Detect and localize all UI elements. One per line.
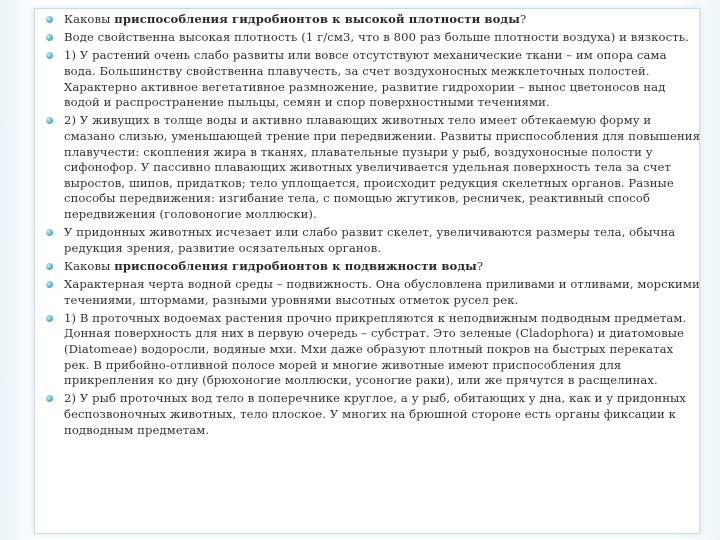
bullet-icon bbox=[46, 281, 53, 288]
bullet-icon bbox=[46, 16, 53, 23]
bullet-item-7 bbox=[44, 277, 700, 308]
bullet-text: Воде свойственна высокая плотность (1 г/см3, что в 800 раз больше плотности воздуха) и вязкость. bbox=[64, 30, 689, 45]
bullet-text: 1) В проточных водоемах растения прочно прикрепляются к неподвижным подводным предметам. Донная поверхность для них в первую очередь – субстрат. Это зеленые (Cladophora) и диатомовые (Diatomeae) водоросли, водяные мхи. Мхи даже образуют плотный покров на быстрых перекатах рек. В прибойно-отливной полосе морей и многие животные имеют приспособления для прикрепления ко дну (брюхоногие моллюски, усоногие раки), или же прячутся в расщелинах. bbox=[64, 310, 687, 388]
bullet-icon bbox=[46, 395, 53, 402]
bullet-text: Каковы bbox=[64, 258, 115, 273]
bullet-text: У придонных животных исчезает или слабо развит скелет, увеличиваются размеры тела, обычна редукция зрения, развитие осязательных органов. bbox=[64, 225, 676, 255]
bullet-icon bbox=[46, 34, 53, 41]
bullet-text: Каковы bbox=[64, 12, 115, 26]
bullet-text-end: ? bbox=[476, 258, 484, 273]
bullet-list bbox=[44, 12, 700, 441]
bullet-icon bbox=[46, 229, 53, 236]
bullet-bold-text: приспособления гидробионтов к подвижности воды bbox=[114, 258, 477, 273]
bullet-item-2 bbox=[44, 30, 700, 46]
bullet-item-1 bbox=[44, 12, 700, 28]
bullet-icon bbox=[46, 117, 53, 124]
bullet-icon bbox=[46, 52, 53, 59]
bullet-text: Характерная черта водной среды – подвижность. Она обусловлена приливами и отливами, морскими течениями, штормами, разными уровнями высотных отметок русел рек. bbox=[64, 277, 700, 307]
bullet-text: 1) У растений очень слабо развиты или вовсе отсутствуют механические ткани – им опора сама вода. Большинству свойственна плавучесть, за счет воздухоносных межклеточных полостей. Характерно активное вегетативное размножение, развитие гидрохории – вынос цветоносов над водой и распространение пыльцы, семян и спор поверхностными течениями. bbox=[64, 48, 667, 110]
bullet-text: 2) У рыб проточных вод тело в поперечнике круглое, а у рыб, обитающих у дна, как и у придонных беспозвоночных животных, тело плоское. У многих на брюшной стороне есть органы фиксации к подводным предметам. bbox=[64, 391, 687, 437]
bullet-icon bbox=[46, 263, 53, 270]
bullet-text-end: ? bbox=[519, 12, 527, 26]
bullet-icon bbox=[46, 315, 53, 322]
bullet-text: 2) У живущих в толще воды и активно плавающих животных тело имеет обтекаемую форму и смазано слизью, уменьшающей трение при передвижении. Развиты приспособления для повышения плавучести: скопления жира в тканях, плавательные пузыри у рыб, воздухоносные полости у сифонофор. У пассивно плавающих животных увеличивается удельная поверхность тела за счет выростов, шипов, придатков; тело уплощается, происходит редукция скелетных органов. Разные способы передвижения: изгибание тела, с помощью жгутиков, ресничек, реактивный способ передвижения (головоногие моллюски). bbox=[64, 113, 701, 221]
bullet-bold-text: приспособления гидробионтов к высокой плотности воды bbox=[114, 12, 520, 26]
bullet-item-5 bbox=[44, 225, 700, 256]
bullet-item-9 bbox=[44, 391, 700, 438]
bullet-item-8 bbox=[44, 311, 700, 389]
bullet-item-4 bbox=[44, 113, 700, 222]
bullet-item-3 bbox=[44, 48, 700, 110]
bullet-item-6 bbox=[44, 259, 700, 275]
